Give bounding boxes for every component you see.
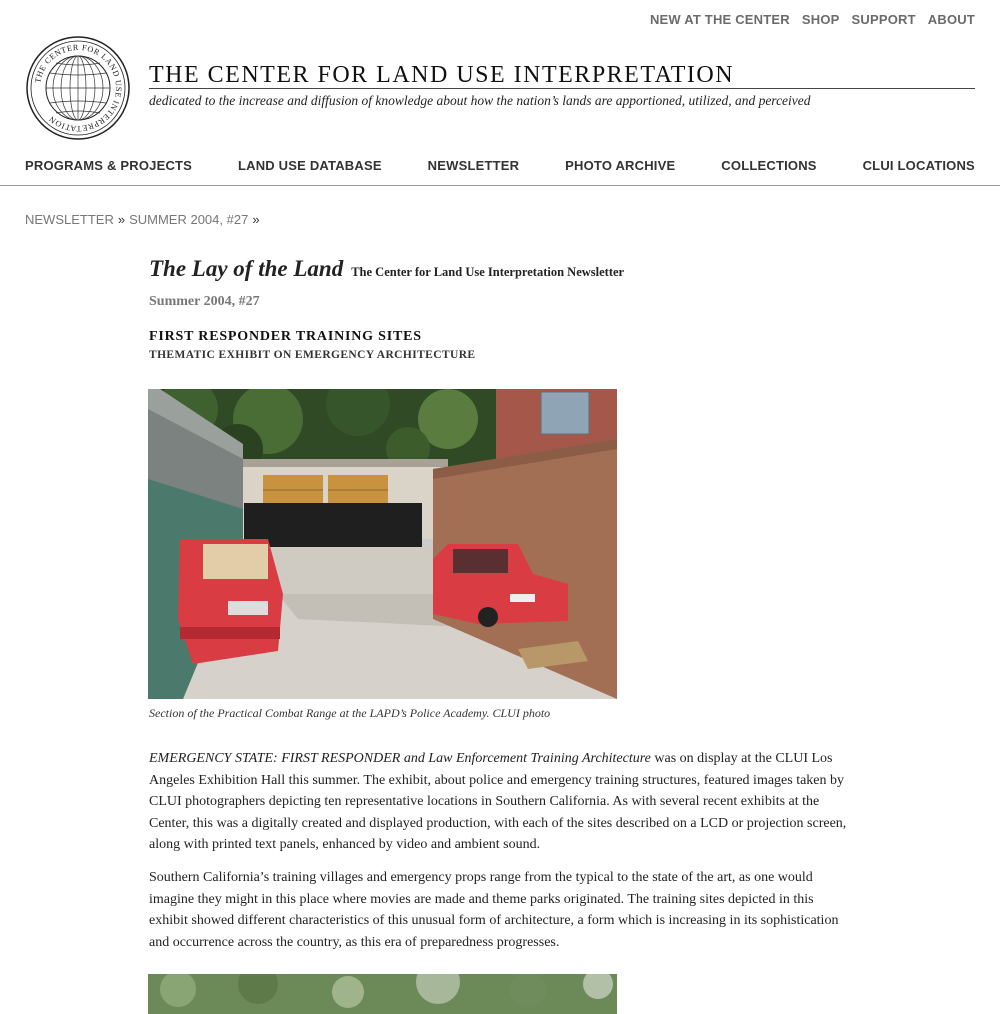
nav-divider <box>0 185 1000 186</box>
globe-seal-icon[interactable] <box>25 35 131 141</box>
photo-caption: Section of the Practical Combat Range at the LAPD’s Police Academy. CLUI photo <box>149 706 551 720</box>
issue-label: Summer 2004, #27 <box>149 294 260 309</box>
nav-programs-projects[interactable]: PROGRAMS & PROJECTS <box>25 158 193 173</box>
utility-nav <box>650 12 975 27</box>
paragraph-1-text: was on display at the CLUI Los Angeles Exhibition Hall this summer. The exhibit, about police and emergency training structures, featured images taken by CLUI photographers depicting ten representative locations in Southern California. As with several recent exhibits at the Center, this was a digitally created and displayed production, with each of the sites described on a LCD or projection screen, along with printed text panels, enhanced by video and ambient sound. <box>149 751 847 852</box>
site-tagline: dedicated to the increase and diffusion of knowledge about how the nation’s lands are apportioned, utilized, and perceived <box>149 93 811 108</box>
breadcrumb-separator: » <box>117 212 126 227</box>
nav-newsletter[interactable]: NEWSLETTER <box>427 158 520 173</box>
article-title: FIRST RESPONDER TRAINING SITES <box>149 329 422 344</box>
breadcrumb-separator: » <box>252 212 260 227</box>
nav-photo-archive[interactable]: PHOTO ARCHIVE <box>565 158 676 173</box>
publication-subtitle: The Center for Land Use Interpretation Newsletter <box>351 265 625 279</box>
article-photo-2 <box>148 974 617 1014</box>
nav-collections[interactable]: COLLECTIONS <box>721 158 817 173</box>
article-subtitle: THEMATIC EXHIBIT ON EMERGENCY ARCHITECTURE <box>149 349 476 361</box>
nav-clui-locations[interactable]: CLUI LOCATIONS <box>862 158 975 173</box>
publication-name: The Lay of the Land <box>149 256 344 281</box>
publication-title <box>149 256 624 282</box>
article-paragraph-2: Southern California’s training villages and emergency props range from the typical to the state of the art, as one would imagine they might in this place where movies are made and theme parks originated. The training sites depicted in this exhibit showed different characteristics of this unusual form of architecture, a form which is increasing in its sophistication and occurrence across the country, as this era of preparedness progresses. <box>149 870 839 950</box>
article-paragraph-1 <box>149 748 855 856</box>
nav-new-at-the-center[interactable]: NEW AT THE CENTER <box>649 12 790 27</box>
svg-text:THE CENTER FOR LAND USE INTERP: THE CENTER FOR LAND USE INTERPRETATION <box>33 42 124 134</box>
article-photo <box>148 389 617 699</box>
breadcrumb-issue[interactable]: SUMMER 2004, #27 <box>129 212 249 227</box>
breadcrumb-newsletter[interactable]: NEWSLETTER <box>25 212 114 227</box>
site-title[interactable]: THE CENTER FOR LAND USE INTERPRETATION <box>149 62 735 88</box>
title-divider <box>149 88 975 89</box>
nav-support[interactable]: SUPPORT <box>851 12 916 27</box>
nav-about[interactable]: ABOUT <box>927 12 975 27</box>
breadcrumb <box>25 212 264 227</box>
nav-shop[interactable]: SHOP <box>801 12 840 27</box>
nav-land-use-database[interactable]: LAND USE DATABASE <box>237 158 382 173</box>
exhibit-title: EMERGENCY STATE: FIRST RESPONDER and Law Enforcement Training Architecture <box>149 751 651 766</box>
main-nav <box>25 158 975 173</box>
